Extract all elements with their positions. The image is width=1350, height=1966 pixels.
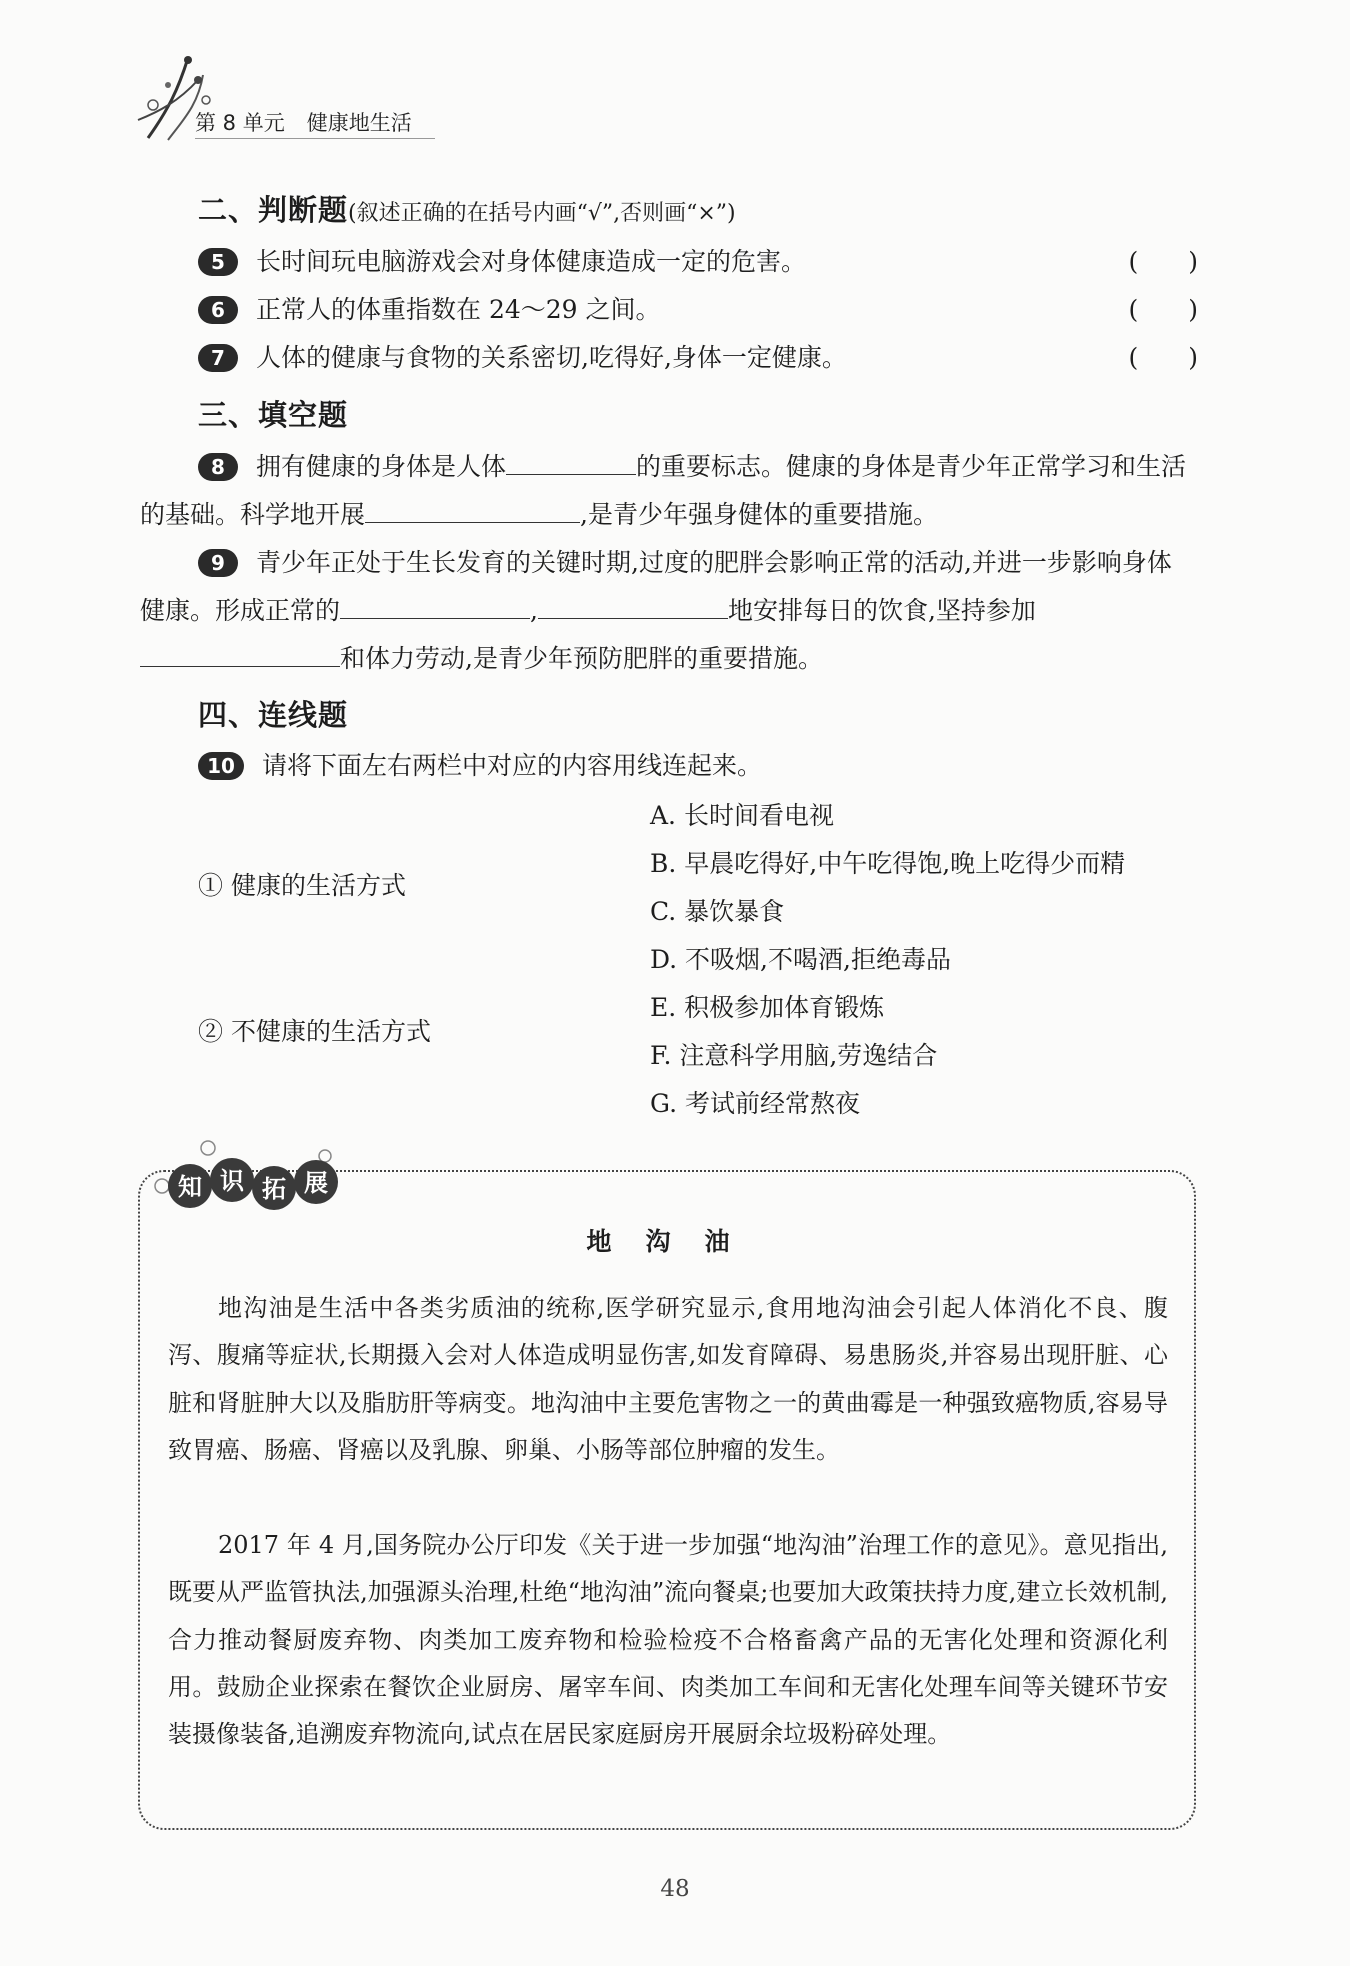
answer-blank[interactable] — [340, 588, 530, 619]
header-divider — [195, 138, 435, 139]
match-right-item[interactable]: F. 注意科学用脑,劳逸结合 — [650, 1041, 938, 1070]
unit-title: 健康地生活 — [306, 111, 412, 135]
answer-parentheses[interactable]: ( ) — [1128, 295, 1198, 324]
match-left-item[interactable]: ① 健康的生活方式 — [198, 871, 406, 900]
section-note: (叙述正确的在括号内画“√”,否则画“×”) — [348, 201, 736, 226]
unit-header — [195, 107, 434, 137]
section-fill-blank-title: 三、填空题 — [198, 398, 349, 432]
question-text: 请将下面左右两栏中对应的内容用线连起来。 — [262, 751, 763, 780]
article-paragraph: 2017 年 4 月,国务院办公厅印发《关于进一步加强“地沟油”治理工作的意见》。意见指出,既要从严监管执法,加强源头治理,杜绝“地沟油”流向餐桌;也要加大政策扶持力度,建立长效机制,合力推动餐厨废弃物、肉类加工废弃物和检验检疫不合格畜禽产品的无害化处理和资源化利用。鼓励企业探索在餐饮企业厨房、屠宰车间、肉类加工车间和无害化处理车间等关键环节安装摄像装备,追溯废弃物流向,试点在居民家庭厨房开展厨余垃圾粉碎处理。 — [168, 1531, 1168, 1749]
section-matching-title: 四、连线题 — [198, 698, 349, 732]
question-number-badge: 6 — [198, 296, 238, 324]
question-text: 拥有健康的身体是人体 — [256, 452, 507, 481]
unit-number: 第 8 单元 — [195, 111, 285, 135]
badge-char: 拓 — [262, 1175, 286, 1203]
answer-blank[interactable] — [506, 444, 636, 475]
question-number-badge: 10 — [198, 752, 244, 780]
question-10 — [198, 746, 1198, 786]
match-right-item[interactable]: E. 积极参加体育锻炼 — [650, 993, 885, 1022]
question-text: 长时间玩电脑游戏会对身体健康造成一定的危害。 — [256, 247, 807, 276]
match-right-item[interactable]: B. 早晨吃得好,中午吃得饱,晚上吃得少而精 — [650, 849, 1126, 878]
question-text: 加 — [1010, 596, 1036, 625]
question-number-badge: 9 — [198, 549, 238, 577]
badge-char: 知 — [178, 1173, 202, 1201]
answer-parentheses[interactable]: ( ) — [1128, 247, 1198, 276]
knowledge-extension-badge — [150, 1138, 350, 1218]
answer-blank[interactable] — [365, 492, 580, 523]
badge-char: 展 — [304, 1169, 328, 1197]
question-9 — [140, 539, 1195, 683]
question-row — [198, 242, 1198, 282]
question-text: 人体的健康与食物的关系密切,吃得好,身体一定健康。 — [256, 343, 847, 372]
answer-blank[interactable] — [538, 588, 728, 619]
match-right-item[interactable]: G. 考试前经常熬夜 — [650, 1089, 860, 1118]
article-title: 地沟油 — [586, 1227, 764, 1256]
question-8 — [140, 443, 1195, 539]
question-text: 和体力劳动,是青少年预防肥胖的重要措施。 — [340, 644, 823, 673]
badge-char: 识 — [220, 1167, 244, 1195]
question-text: 正常人的体重指数在 24～29 之间。 — [256, 295, 661, 324]
article-paragraph: 地沟油是生活中各类劣质油的统称,医学研究显示,食用地沟油会引起人体消化不良、腹泻、腹痛等症状,长期摄入会对人体造成明显伤害,如发育障碍、易患肠炎,并容易出现肝脏、心脏和肾脏肿大以及脂肪肝等病变。地沟油中主要危害物之一的黄曲霉是一种强致癌物质,容易导致胃癌、肠癌、肾癌以及乳腺、卵巢、小肠等部位肿瘤的发生。 — [168, 1294, 1168, 1464]
question-text: 和生活的基础。科学地开展 — [140, 452, 1187, 529]
match-right-item[interactable]: D. 不吸烟,不喝酒,拒绝毒品 — [650, 945, 951, 974]
question-text: 青少年正处于生长发育的关键时期,过度的肥胖会影响正常的活动,并进一步 — [256, 548, 1072, 577]
page-number: 48 — [660, 1876, 690, 1902]
answer-blank[interactable] — [140, 636, 340, 667]
match-right-item[interactable]: C. 暴饮暴食 — [650, 897, 785, 926]
question-text: ,是青少年强身健体的重要措施。 — [580, 500, 938, 529]
question-number-badge: 7 — [198, 344, 238, 372]
question-text: 地安排每日的饮食,坚持参 — [727, 596, 1011, 625]
match-left-item[interactable]: ② 不健康的生活方式 — [198, 1017, 431, 1046]
section-true-false-title — [198, 188, 736, 229]
question-text: , — [530, 596, 538, 625]
question-number-badge: 5 — [198, 248, 238, 276]
question-row — [198, 290, 1198, 330]
question-text: 影响身体健康。形成正常的 — [140, 548, 1172, 625]
question-row — [198, 338, 1198, 378]
answer-parentheses[interactable]: ( ) — [1128, 343, 1198, 372]
question-number-badge: 8 — [198, 453, 238, 481]
match-right-item[interactable]: A. 长时间看电视 — [650, 801, 834, 830]
section-title-text: 二、判断题 — [198, 193, 349, 227]
question-text: 的重要标志。健康的身体是青少年正常学习 — [636, 452, 1112, 481]
